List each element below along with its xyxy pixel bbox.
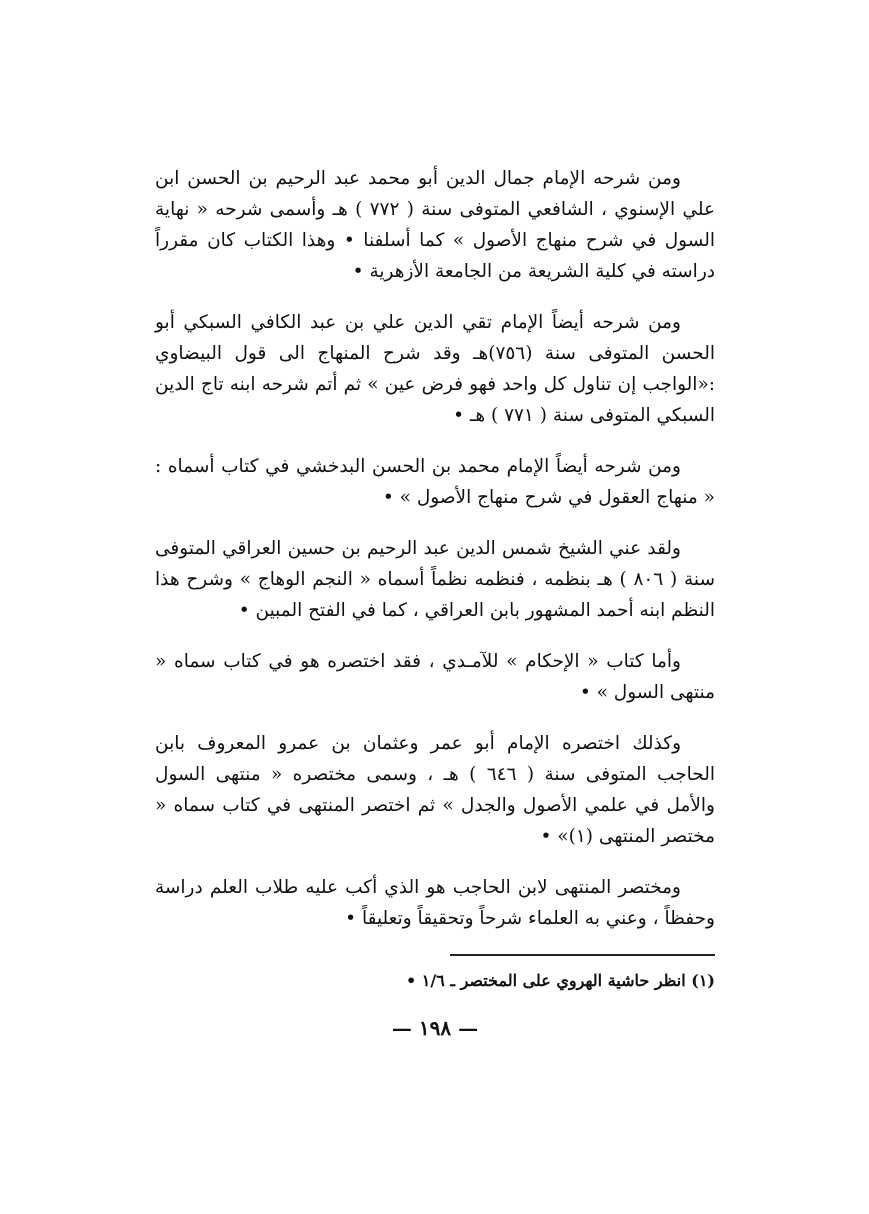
paragraph-7: ومختصر المنتهى لابن الحاجب هو الذي أكب عليه طلاب العلم دراسة وحفظاً ، وعني به العلماء شرحاً وتحقيقاً وتعليقاً •: [155, 877, 715, 929]
paragraph-5: وأما كتاب « الإحكام » للآمـدي ، فقد اختصره هو في كتاب سماه « منتهى السول » •: [155, 651, 715, 703]
page-body: [155, 163, 715, 1040]
page-number: — ١٩٨ —: [391, 1016, 479, 1040]
paragraph-2: ومن شرحه أيضاً الإمام تقي الدين علي بن عبد الكافي السبكي أبو الحسن المتوفى سنة (٧٥٦)هـ وقد شرح المنهاج الى قول البيضاوي :«الواجب إن تناول كل واحد فهو فرض عين » ثم أتم شرحه ابنه تاج الدين السبكي المتوفى سنة ( ٧٧١ ) هـ •: [155, 312, 715, 426]
footnote: (١) انظر حاشية الهروي على المختصر ـ ١/٦ •: [405, 971, 715, 990]
paragraph-1: ومن شرحه الإمام جمال الدين أبو محمد عبد الرحيم بن الحسن ابن علي الإسنوي ، الشافعي المتوفى سنة ( ٧٧٢ ) هـ وأسمى شرحه « نهاية السول في شرح منهاج الأصول » كما أسلفنا • وهذا الكتاب كان مقرراً دراسته في كلية الشريعة من الجامعة الأزهرية •: [155, 168, 715, 282]
paragraph-6: وكذلك اختصره الإمام أبو عمر وعثمان بن عمرو المعروف بابن الحاجب المتوفى سنة ( ٦٤٦ ) هـ ، وسمى مختصره « منتهى السول والأمل في علمي الأصول والجدل » ثم اختصر المنتهى في كتاب سماه « مختصر المنتهى (١)» •: [155, 733, 715, 847]
footnote-divider: [450, 954, 715, 956]
paragraph-4: ولقد عني الشيخ شمس الدين عبد الرحيم بن حسين العراقي المتوفى سنة ( ٨٠٦ ) هـ بنظمه ، فنظمه نظماً أسماه « النجم الوهاج » وشرح هذا النظم ابنه أحمد المشهور بابن العراقي ، كما في الفتح المبين •: [155, 538, 715, 621]
paragraph-3: ومن شرحه أيضاً الإمام محمد بن الحسن البدخشي في كتاب أسماه : « منهاج العقول في شرح منهاج الأصول » •: [155, 456, 715, 508]
